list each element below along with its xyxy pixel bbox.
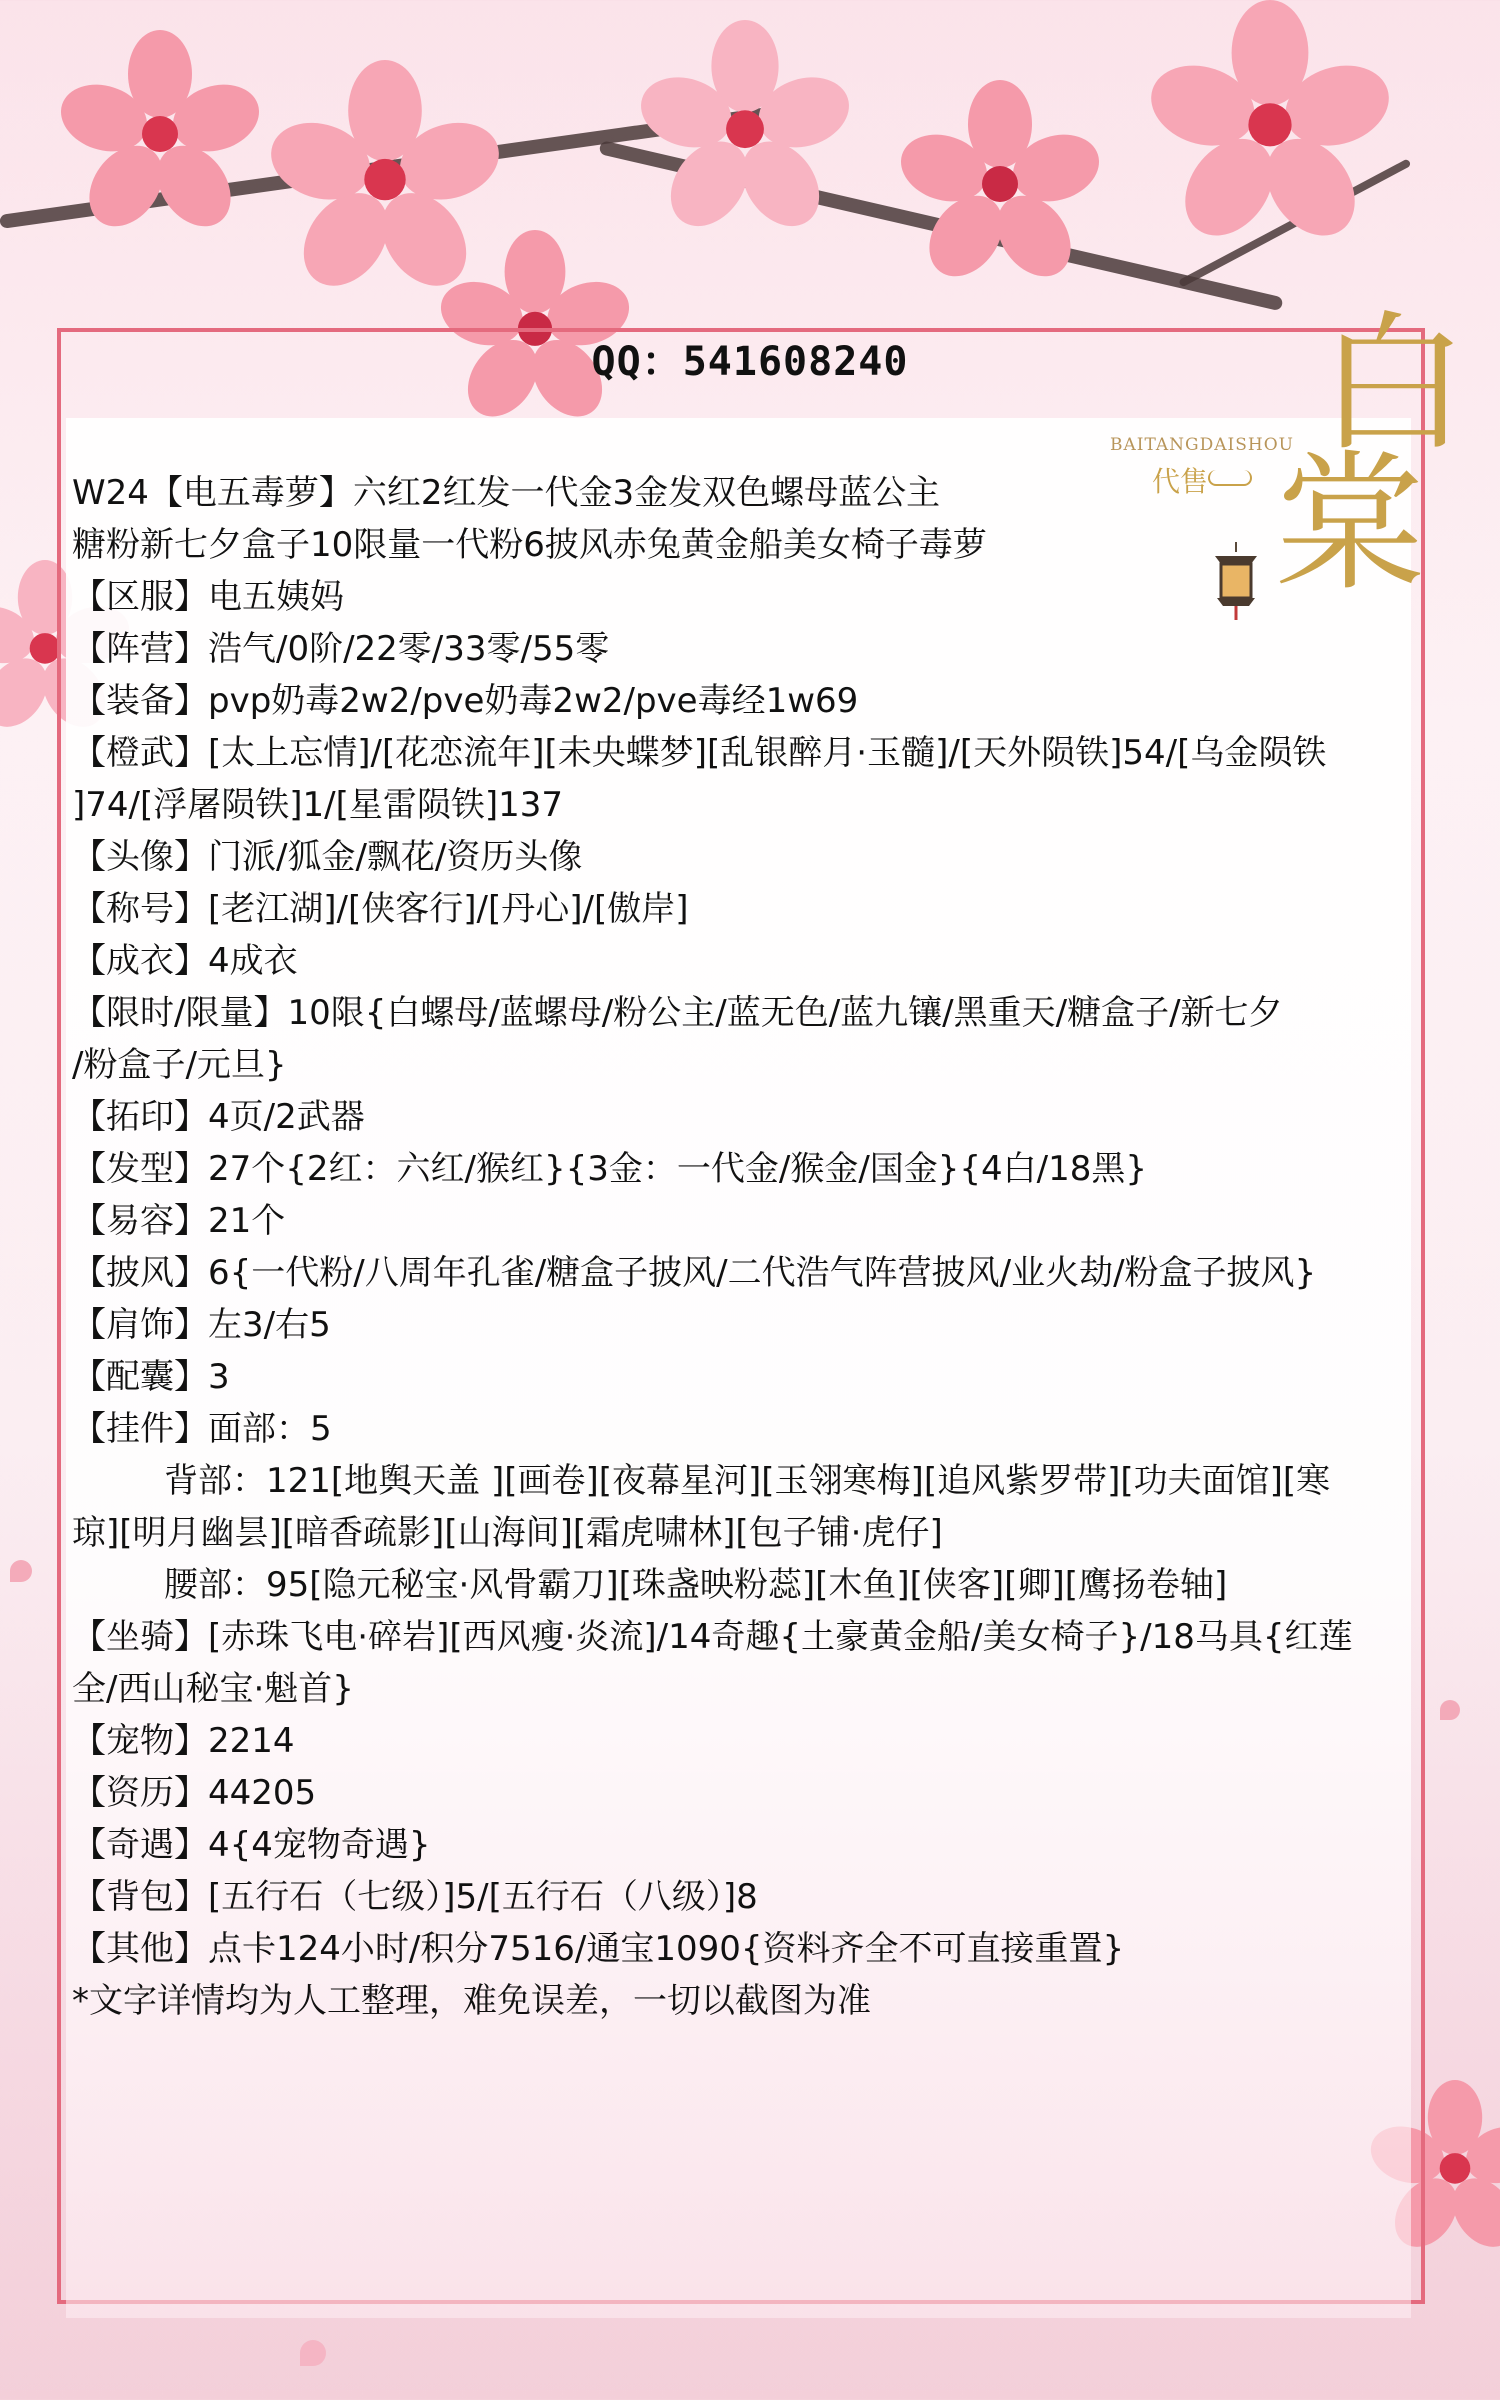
listing-line: 【拓印】4页/2武器 <box>72 1097 365 1137</box>
listing-line-indented: 腰部：95[隐元秘宝·风骨霸刀][珠盏映粉蕊][木鱼][侠客][卿][鹰扬卷轴] <box>164 1565 1228 1605</box>
petal <box>10 1560 32 1582</box>
listing-line: 【肩饰】左3/右5 <box>72 1305 331 1345</box>
blossom-flower <box>640 20 850 230</box>
listing-line: 【奇遇】4{4宠物奇遇} <box>72 1825 431 1865</box>
listing-line: 【挂件】面部：5 <box>72 1409 332 1449</box>
listing-line: 【宠物】2214 <box>72 1721 295 1761</box>
listing-line: 【配囊】3 <box>72 1357 230 1397</box>
listing-line: 【阵营】浩气/0阶/22零/33零/55零 <box>72 629 610 669</box>
disclaimer-line: *文字详情均为人工整理，难免误差，一切以截图为准 <box>72 1981 871 2021</box>
petal <box>1440 1700 1460 1720</box>
brand-char-2: 棠 <box>1275 438 1426 612</box>
listing-line: 【称号】[老江湖]/[侠客行]/[丹心]/[傲岸] <box>72 889 689 929</box>
listing-line: 【其他】点卡124小时/积分7516/通宝1090{资料齐全不可直接重置} <box>72 1929 1125 1969</box>
listing-line: 【坐骑】[赤珠飞电·碎岩][西风瘦·炎流]/14奇趣{土豪黄金船/美女椅子}/18马具{红莲 <box>72 1617 1353 1657</box>
listing-line: 【头像】门派/狐金/飘花/资历头像 <box>72 837 583 877</box>
listing-title-line: 糖粉新七夕盒子10限量一代粉6披风赤兔黄金船美女椅子毒萝 <box>72 525 987 565</box>
listing-line: 【易容】21个 <box>72 1201 286 1241</box>
brand-latin: BAITANGDAISHOU <box>1110 435 1294 455</box>
listing-line: 【区服】电五姨妈 <box>72 577 344 617</box>
listing-line: 琼][明月幽昙][暗香疏影][山海间][霜虎啸林][包子铺·虎仔] <box>72 1513 943 1553</box>
listing-line: 【披风】6{一代粉/八周年孔雀/糖盒子披风/二代浩气阵营披风/业火劫/粉盒子披风} <box>72 1253 1317 1293</box>
petal <box>300 2340 326 2366</box>
listing-line: 【发型】27个{2红：六红/猴红}{3金：一代金/猴金/国金}{4白/18黑} <box>72 1149 1148 1189</box>
blossom-flower <box>1150 0 1390 240</box>
listing-line-indented: 背部：121[地舆天盖 ][画卷][夜幕星河][玉翎寒梅][追风紫罗带][功夫面馆][寒 <box>164 1461 1331 1501</box>
brand-tag: 代售 <box>1152 465 1209 498</box>
listing-title-line: W24【电五毒萝】六红2红发一代金3金发双色螺母蓝公主 <box>72 473 941 513</box>
listing-line: 【橙武】[太上忘情]/[花恋流年][未央蝶梦][乱银醉月·玉髓]/[天外陨铁]54/[乌金陨铁 <box>72 733 1327 773</box>
listing-line: ]74/[浮屠陨铁]1/[星雷陨铁]137 <box>72 785 564 825</box>
listing-line: 【装备】pvp奶毒2w2/pve奶毒2w2/pve毒经1w69 <box>72 681 859 721</box>
blossom-flower <box>900 80 1100 280</box>
listing-line: 【成衣】4成衣 <box>72 941 298 981</box>
brand-char-1: 白 <box>1318 298 1469 472</box>
listing-line: 【资历】44205 <box>72 1773 317 1813</box>
listing-line: 全/西山秘宝·魁首} <box>72 1669 354 1709</box>
listing-line: /粉盒子/元旦} <box>72 1045 287 1085</box>
listing-text <box>72 467 1417 2027</box>
qq-contact: QQ：541608240 <box>591 339 909 385</box>
listing-line: 【背包】[五行石（七级）]5/[五行石（八级）]8 <box>72 1877 758 1917</box>
listing-line: 【限时/限量】10限{白螺母/蓝螺母/粉公主/蓝无色/蓝九镶/黑重天/糖盒子/新七夕 <box>72 993 1283 1033</box>
blossom-flower <box>60 30 260 230</box>
